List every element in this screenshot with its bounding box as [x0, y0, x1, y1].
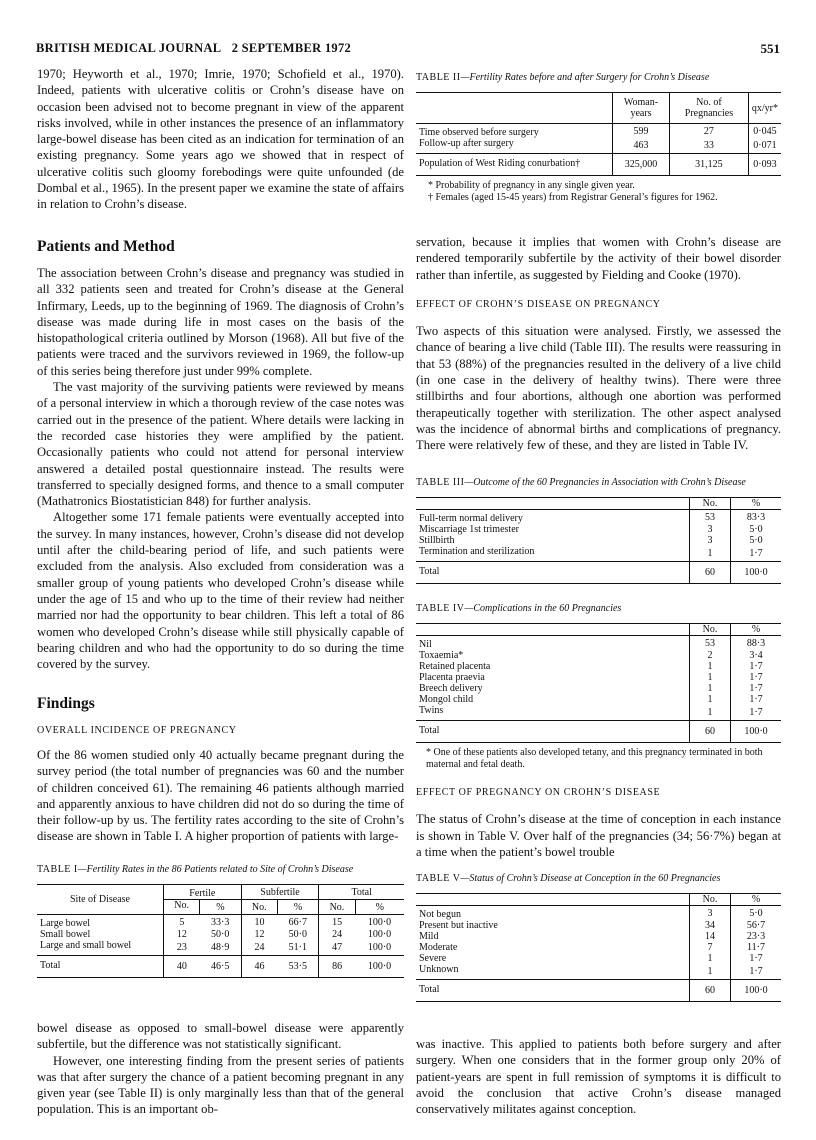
table-row: Stillbirth 3 5·0 [416, 535, 781, 546]
table-row: Termination and sterilization 1 1·7 [416, 546, 781, 562]
table-4-caption: TABLE IV—Complications in the 60 Pregnancies [416, 603, 622, 614]
t5-head-no: No. [690, 894, 731, 906]
table-row: Not begun 3 5·0 [416, 906, 781, 921]
t3-head-pct: % [731, 498, 782, 510]
table-row: Toxaemia* 2 3·4 [416, 650, 781, 661]
left-column-top [37, 66, 404, 845]
t1-sub: No. [241, 900, 277, 915]
table-row: Breech delivery 1 1·7 [416, 683, 781, 694]
t1-head-subfertile: Subfertile [241, 885, 319, 900]
findings-paragraph-3: However, one interesting finding from the present series of patients was that after surgery the chance of a patient becoming pregnant in any given year (see Table II) is only marginally less than that of the general population. This is an important ob- [37, 1053, 404, 1117]
t1-sub: % [355, 900, 404, 915]
table-2-note-2: † Females (aged 15-45 years) from Registrar General’s figures for 1962. [428, 191, 718, 203]
table-row: Nil 53 88·3 [416, 636, 781, 651]
t3-head-no: No. [690, 498, 731, 510]
t2-head-pregnancies: No. of Pregnancies [669, 93, 748, 124]
table-4 [416, 603, 781, 770]
table-1-grid [37, 884, 404, 978]
right-paragraph-2: Two aspects of this situation were analysed. Firstly, we assessed the chance of bearing a live child (Table III). The results were reassuring in that 53 (88%) of the pregnancies resulted in the delivery of a live child (in one case in the delivery of healthy twins). There were three stillbirths and four abortions, although one abortion was performed therapeutically together with sterilization. The other aspect analysed was the incidence of abnormal births and complications of pregnancy. There were relatively few of these, and they are listed in Table IV. [416, 324, 781, 453]
table-row: Present but inactive 34 56·7 [416, 920, 781, 931]
t1-head-total: Total [319, 885, 404, 900]
table-2-grid [416, 92, 781, 176]
heading-patients-and-method: Patients and Method [37, 237, 175, 255]
table-3 [416, 477, 781, 584]
table-2 [416, 72, 781, 203]
t2-head-qx: qx/yr* [748, 93, 781, 124]
table-row: Severe 1 1·7 [416, 953, 781, 964]
t2-head-woman-years: Woman-years [613, 93, 670, 124]
table-row: Twins 1 1·7 [416, 705, 781, 721]
table-row: Large bowel 5 33·3 10 66·7 15 100·0 [40, 916, 392, 929]
heading-effect-on-crohns: EFFECT OF PREGNANCY ON CROHN’S DISEASE [416, 787, 661, 798]
table-4-grid [416, 623, 781, 743]
t1-sub: % [277, 900, 318, 915]
table-row: Mongol child 1 1·7 [416, 694, 781, 705]
heading-overall-incidence: OVERALL INCIDENCE OF PREGNANCY [37, 724, 237, 736]
methods-paragraph-3: Altogether some 171 female patients were eventually accepted into the survey. In many instances, however, Crohn’s disease did not develop until after the child-bearing period of life, and such patients were excluded from the analysis. Also excluded from consideration was a smaller group of young patients who developed Crohn’s disease while under the age of 15 and who up to the time of their review had neither married nor had the opportunity to bear children. This left a total of 86 women who developed Crohn’s disease while still physically capable of bearing children and who had the opportunity to do so during the time covered by the survey. [37, 510, 404, 672]
table-3-grid [416, 497, 781, 584]
left-column-bottom [37, 1020, 404, 1118]
table-5-grid [416, 893, 781, 1002]
table-row: Miscarriage 1st trimester 3 5·0 [416, 524, 781, 535]
right-column-text-1 [416, 234, 781, 454]
journal-date: BRITISH MEDICAL JOURNAL 2 SEPTEMBER 1972 [36, 41, 352, 55]
table-5 [416, 873, 781, 1002]
heading-findings: Findings [37, 695, 95, 713]
table-2-note-1: * Probability of pregnancy in any single given year. [428, 180, 635, 191]
t1-sub: No. [319, 900, 355, 915]
table-total-row: Total 40 46·5 46 53·5 86 100·0 [37, 956, 404, 978]
table-5-caption: TABLE V—Status of Crohn’s Disease at Conception in the 60 Pregnancies [416, 873, 721, 884]
right-paragraph-1: servation, because it implies that women with Crohn’s disease are rendered temporarily subfertile by the activity of their bowel disorder rather than infertile, as suggested by Fielding and Cooke (1970). [416, 235, 781, 282]
table-row: Mild 14 23·3 [416, 931, 781, 942]
page-header [36, 41, 780, 61]
table-row: Population of West Riding conurbation† 325,000 31,125 0·093 [416, 154, 781, 176]
heading-effect-on-pregnancy: EFFECT OF CROHN’S DISEASE ON PREGNANCY [416, 298, 661, 310]
right-paragraph-3: The status of Crohn’s disease at the time of conception in each instance is shown in Table V. Over half of the pregnancies (34; 56·7%) began at a time when the patient’s bowel trouble [416, 812, 781, 859]
table-row: Full-term normal delivery 53 83·3 [416, 510, 781, 525]
table-row: Moderate 7 11·7 [416, 942, 781, 953]
table-4-note: * One of these patients also developed tetany, and this pregnancy terminated in both maternal and fetal death. [426, 747, 763, 770]
table-total-row: Total 60 100·0 [416, 721, 781, 743]
page-number: 551 [760, 41, 780, 56]
table-row: Follow-up after surgery 463 33 0·071 [416, 138, 781, 154]
findings-paragraph-1: Of the 86 women studied only 40 actually became pregnant during the survey period (the total number of pregnancies was 60 and the number of children conceived 61). The remaining 46 patients although married and apparently anxious to have children did not do so during the time of their follow-up by us. The fertility rates according to the site of Crohn’s disease are shown in Table I. A higher proportion of patients with large- [37, 747, 404, 844]
t5-head-pct: % [731, 894, 782, 906]
t4-head-pct: % [731, 624, 782, 636]
table-row: Placenta praevia 1 1·7 [416, 672, 781, 683]
table-row: Large and small bowel 23 48·9 24 51·1 47 100·0 [37, 940, 404, 956]
t1-head-fertile: Fertile [164, 885, 242, 900]
table-2-caption: TABLE II—Fertility Rates before and after Surgery for Crohn’s Disease [416, 72, 710, 83]
table-row: Unknown 1 1·7 [416, 964, 781, 980]
right-column-text-2 [416, 785, 781, 860]
intro-paragraph: 1970; Heyworth et al., 1970; Imrie, 1970; Schofield et al., 1970). Indeed, patients with ulcerative colitis or Crohn’s disease have on occasion been advised not to become pregnant in view of the apparent risks involved, while in other instances the presence of an inflammatory large-bowel disease has been cited as an indication for termination of an existing pregnancy. Some years ago we showed that in respect of ulcerative colitis such gloomy forebodings were quite unfounded (de Dombal et al., 1965). In the present paper we examine the state of affairs in relation to Crohn’s disease. [37, 67, 404, 212]
table-3-caption: TABLE III—Outcome of the 60 Pregnancies in Association with Crohn’s Disease [416, 477, 746, 488]
table-row: Small bowel 12 50·0 12 50·0 24 100·0 [40, 929, 392, 940]
table-row: Time observed before surgery 599 27 0·045 [416, 124, 781, 139]
table-1-caption: TABLE I—Fertility Rates in the 86 Patients related to Site of Crohn’s Disease [37, 864, 354, 875]
right-column-text-3 [416, 1036, 781, 1117]
methods-paragraph-2: The vast majority of the surviving patients were reviewed by means of a personal interview in which a thorough review of the case notes was carried out in the presence of the patient. Where details were lacking in the recorded case histories they were amplified by the patient. Occasionally patients who could not attend for personal interview answered a detailed postal questionnaire instead. The results were transferred to specially designed forms, and thence to a small computer (Mathatronics Biostatistician 848) for further analysis. [37, 380, 404, 509]
methods-paragraph-1: The association between Crohn’s disease and pregnancy was studied in all 332 patients seen and treated for Crohn’s disease at the General Infirmary, Leeds, up to the beginning of 1969. The diagnosis of Crohn’s disease was made during life in most cases on the basis of the histopathological criteria outlined by Morson (1968). All but five of the patients were traced and the survivors reviewed in 1969, the follow-up of this series being therefore just under 99% complete. [37, 265, 404, 378]
t1-sub: No. [164, 900, 200, 915]
t4-head-no: No. [690, 624, 731, 636]
t1-sub: % [200, 900, 241, 915]
right-paragraph-4: was inactive. This applied to patients both before surgery and after surgery. When one considers that in the former group only 20% of patient-years are spent in full remission of symptoms it is difficult to avoid the conclusion that active Crohn’s disease managed conservatively militates against conception. [416, 1037, 781, 1117]
t1-head-site: Site of Disease [70, 894, 130, 905]
table-total-row: Total 60 100·0 [416, 980, 781, 1002]
table-1 [37, 864, 404, 978]
table-total-row: Total 60 100·0 [416, 562, 781, 584]
table-row: Retained placenta 1 1·7 [416, 661, 781, 672]
findings-paragraph-2: bowel disease as opposed to small-bowel disease were apparently subfertile, but the difference was not statistically significant. [37, 1021, 404, 1052]
